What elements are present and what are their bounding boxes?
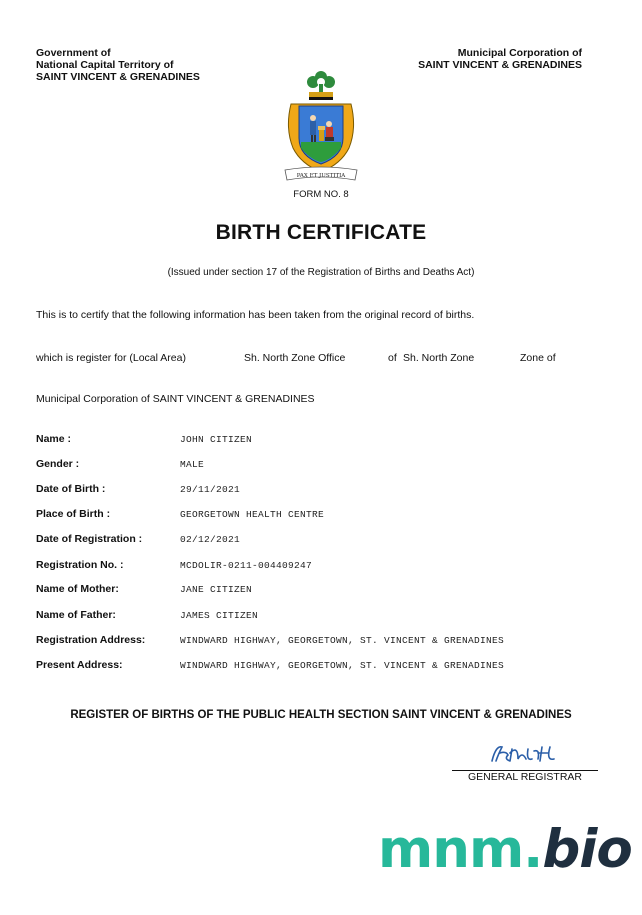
field-value: WINDWARD HIGHWAY, GEORGETOWN, ST. VINCENT & GRENADINES [180,635,505,646]
field-value: MCDOLIR-0211-004409247 [180,560,313,571]
field-value: JANE CITIZEN [180,584,253,595]
field-label: Gender : [36,458,80,470]
local-area-of-label: of [388,352,397,364]
field-label: Name of Mother: [36,583,119,595]
field-label: Name of Father: [36,609,116,621]
form-number: FORM NO. 8 [293,189,349,200]
field-value: 29/11/2021 [180,484,241,495]
crest-motto: PAX ET JUSTITIA [296,173,346,179]
field-value: MALE [180,459,205,470]
field-label: Date of Registration : [36,533,143,545]
field-value: JAMES CITIZEN [180,610,259,621]
watermark-part-1: mnm. [378,819,543,880]
local-area-suffix: Zone of [520,352,556,364]
header-right [418,47,582,71]
header-right-line-1: Municipal Corporation of [457,47,582,59]
watermark-logo [378,818,632,882]
issued-under-text: (Issued under section 17 of the Registration of Births and Deaths Act) [167,267,475,278]
header-right-line-2: SAINT VINCENT & GRENADINES [418,59,582,71]
register-text: REGISTER OF BIRTHS OF THE PUBLIC HEALTH SECTION SAINT VINCENT & GRENADINES [70,709,572,721]
municipal-line: Municipal Corporation of SAINT VINCENT & GRENADINES [36,393,315,405]
header-left-line-1: Government of [36,47,111,59]
field-label: Registration No. : [36,559,124,571]
field-value: JOHN CITIZEN [180,434,253,445]
general-registrar-label: GENERAL REGISTRAR [468,771,582,783]
signature-icon [488,741,568,767]
field-label: Registration Address: [36,634,146,646]
watermark-part-2: bio [542,819,632,880]
field-value: WINDWARD HIGHWAY, GEORGETOWN, ST. VINCENT & GRENADINES [180,660,505,671]
field-label: Date of Birth : [36,483,106,495]
field-label: Place of Birth : [36,508,111,520]
field-value: GEORGETOWN HEALTH CENTRE [180,509,325,520]
coat-of-arms-icon [279,68,363,184]
header-left-line-2: National Capital Territory of [36,59,174,71]
header-left [36,47,200,83]
local-area-zone: Sh. North Zone [403,352,475,364]
page-title: BIRTH CERTIFICATE [215,221,427,244]
local-area-prefix: which is register for (Local Area) [36,352,186,364]
header-left-line-3: SAINT VINCENT & GRENADINES [36,71,200,83]
local-area-office: Sh. North Zone Office [244,352,346,364]
field-label: Name : [36,433,72,445]
field-label: Present Address: [36,659,123,671]
certify-text: This is to certify that the following information has been taken from the original record of births. [36,309,475,321]
field-value: 02/12/2021 [180,534,241,545]
